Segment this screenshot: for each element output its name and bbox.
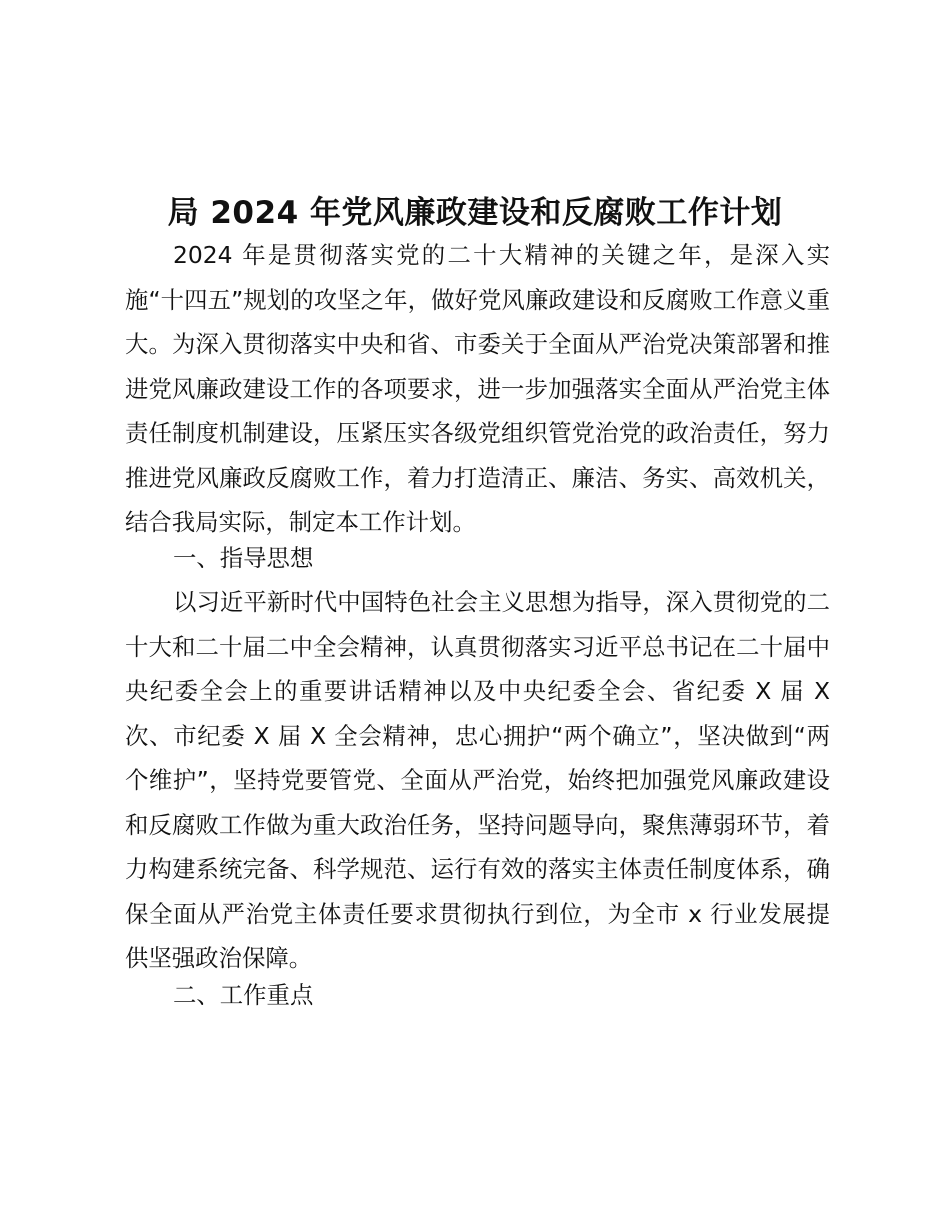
document-title: 局 2024 年党风廉政建设和反腐败工作计划 [167,194,783,231]
intro-paragraph: 2024 年是贯彻落实党的二十大精神的关键之年，是深入实施“十四五”规划的攻坚之年，做好党风廉政建设和反腐败工作意义重大。为深入贯彻落实中央和省、市委关于全面从严治党决策部署和推进党风廉政建设工作的各项要求，进一步加强落实全面从严治党主体责任制度机制建设，压紧压实各级党组织管党治党的政治责任，努力推进党风廉政反腐败工作，着力打造清正、廉洁、务实、高效机关，结合我局实际，制定本工作计划。 [125,241,830,536]
guiding-ideology-paragraph: 以习近平新时代中国特色社会主义思想为指导，深入贯彻党的二十大和二十届二中全会精神，认真贯彻落实习近平总书记在二十届中央纪委全会上的重要讲话精神以及中央纪委全会、省纪委 X 届 X 次、市纪委 X 届 X 全会精神，忠心拥护“两个确立”，坚决做到“两个维护”，坚持党要管党、全面从严治党，始终把加强党风廉政建设和反腐败工作做为重大政治任务，坚持问题导向，聚焦薄弱环节，着力构建系统完备、科学规范、运行有效的落实主体责任制度体系，确保全面从严治党主体责任要求贯彻执行到位，为全市 x 行业发展提供坚强政治保障。 [125,588,830,972]
section-heading-guiding-ideology: 一、指导思想 [173,544,314,572]
section-heading-work-focus: 二、工作重点 [173,981,314,1009]
